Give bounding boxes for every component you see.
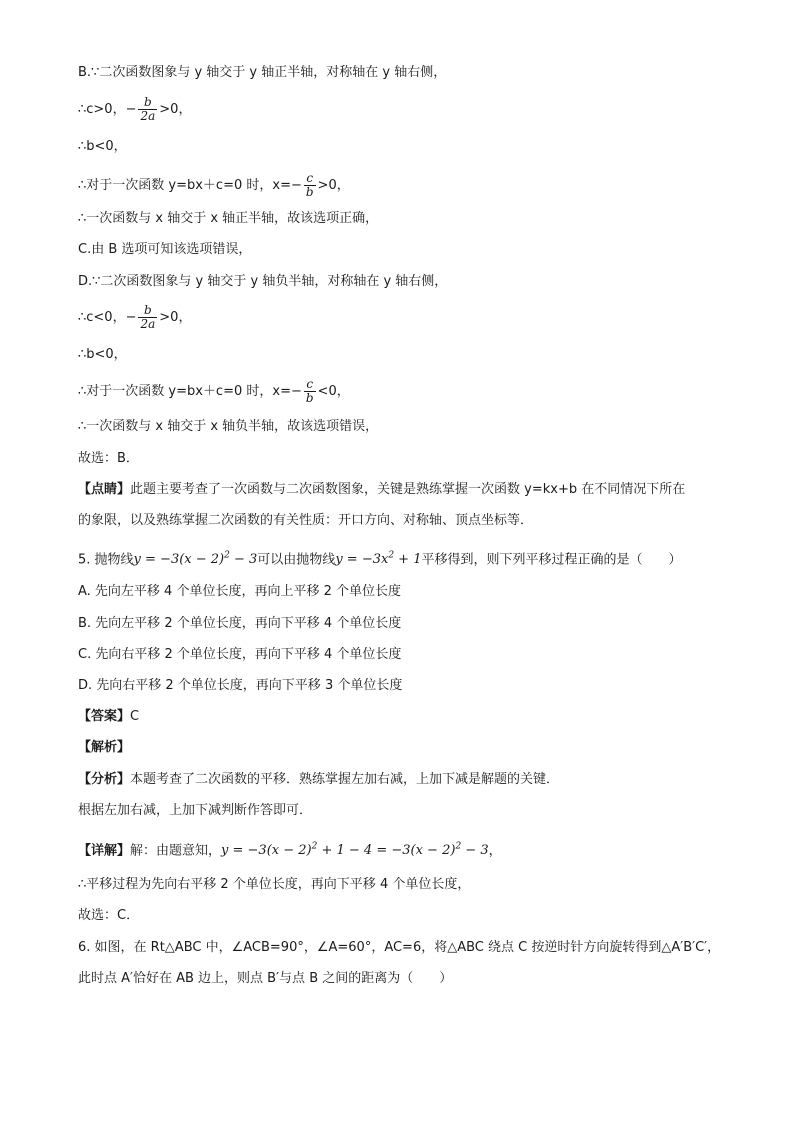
- math-part: y = −3x: [335, 552, 389, 568]
- text-line: 故选：B．: [78, 451, 139, 466]
- numerator: c: [306, 171, 314, 185]
- text-line: C.由 B 选项可知该选项错误，: [78, 242, 252, 257]
- option-b: B. 先向左平移 2 个单位长度，再向下平移 4 个单位长度: [78, 616, 402, 631]
- question-6-cont: 此时点 A′恰好在 AB 边上，则点 B′与点 B 之间的距离为（ ）: [78, 971, 453, 986]
- math-part: − 3: [229, 552, 258, 568]
- answer-value: C: [130, 709, 140, 724]
- fraction: [138, 96, 157, 123]
- question-6: 6. 如图，在 Rt△ABC 中，∠ACB=90°，∠A=60°，AC=6，将△ABC 绕点 C 按逆时针方向旋转得到△A′B′C′，: [78, 940, 721, 955]
- denominator: b: [305, 185, 314, 199]
- text-line: ∴b<0，: [78, 347, 127, 362]
- math-part: + 1: [394, 552, 422, 568]
- text-line: [78, 172, 350, 199]
- option-d: D. 先向右平移 2 个单位长度，再向下平移 3 个单位长度: [78, 678, 403, 693]
- math-part: − 3: [461, 843, 489, 859]
- text-line: [78, 481, 685, 499]
- text-span: >0，: [159, 102, 192, 117]
- text-span: >0，: [159, 310, 192, 325]
- option-a: A. 先向左平移 4 个单位长度，再向上平移 2 个单位长度: [78, 584, 402, 599]
- text-line: 故选：C．: [78, 908, 140, 923]
- math-expr: [221, 843, 489, 858]
- text-span: >0，: [317, 178, 350, 193]
- text-span: ∴对于一次函数 y=bx＋c=0 时，x=−: [78, 178, 302, 193]
- section-label: 【答案】: [78, 709, 131, 724]
- text-line: [78, 771, 559, 789]
- text-span: 此题主要考查了一次函数与二次函数图象，关键是熟练掌握一次函数 y=kx+b 在不同情况下所在: [130, 482, 686, 497]
- text-line: ∴一次函数与 x 轴交于 x 轴正半轴，故该选项正确，: [78, 211, 379, 226]
- denominator: b: [305, 391, 314, 405]
- text-line: 根据左加右减，上加下减判断作答即可．: [78, 803, 313, 818]
- text-span: 平移得到，则下列平移过程正确的是（ ）: [421, 552, 682, 568]
- math-part: + 1 − 4 = −3(x − 2): [317, 843, 456, 859]
- fraction: [304, 378, 316, 405]
- superscript: 2: [388, 551, 395, 561]
- math-expr: [335, 552, 421, 567]
- text-span: 本题考查了二次函数的平移．熟练掌握左加右减，上加下减是解题的关键．: [130, 772, 560, 787]
- text-span: 解：由题意知，: [130, 843, 222, 859]
- denominator: 2a: [140, 109, 156, 123]
- fraction: [138, 304, 157, 331]
- numerator: b: [144, 303, 152, 317]
- text-line: 的象限，以及熟练掌握二次函数的有关性质：开口方向、对称轴、顶点坐标等．: [78, 513, 534, 528]
- denominator: 2a: [140, 317, 156, 331]
- superscript: 2: [455, 842, 462, 852]
- text-line: B.∵二次函数图象与 y 轴交于 y 轴正半轴，对称轴在 y 轴右侧，: [78, 65, 447, 80]
- text-span: ∴对于一次函数 y=bx＋c=0 时，x=−: [78, 384, 302, 399]
- superscript: 2: [224, 551, 230, 561]
- answer-line: [78, 708, 139, 726]
- math-part: y = −3(x − 2): [133, 552, 225, 568]
- text-span: ，: [488, 843, 502, 859]
- text-line: ∴一次函数与 x 轴交于 x 轴负半轴，故该选项错误，: [78, 419, 379, 434]
- math-expr: [134, 552, 258, 567]
- text-line: [78, 378, 350, 405]
- text-span: ∴c>0，−: [78, 102, 137, 117]
- fraction: [304, 172, 316, 199]
- text-line: ∴b<0，: [78, 139, 127, 154]
- section-label: 【解析】: [78, 740, 131, 755]
- text-span: 可以由抛物线: [257, 552, 336, 568]
- math-part: y = −3(x − 2): [221, 843, 312, 859]
- text-line: [78, 304, 191, 331]
- text-span: 5. 抛物线: [78, 552, 134, 568]
- question-5: [78, 547, 682, 569]
- numerator: b: [144, 95, 152, 109]
- section-label: 【分析】: [78, 772, 131, 787]
- text-line: ∴平移过程为先向右平移 2 个单位长度，再向下平移 4 个单位长度，: [78, 877, 471, 892]
- option-c: C. 先向右平移 2 个单位长度，再向下平移 4 个单位长度: [78, 647, 402, 662]
- numerator: c: [306, 377, 314, 391]
- superscript: 2: [311, 842, 318, 852]
- section-label: 【详解】: [78, 843, 131, 859]
- text-line: D.∵二次函数图象与 y 轴交于 y 轴负半轴，对称轴在 y 轴右侧，: [78, 274, 448, 289]
- text-line: [78, 838, 502, 860]
- text-line: [78, 96, 191, 123]
- text-span: ∴c<0，−: [78, 310, 137, 325]
- section-label: 【点睛】: [78, 482, 131, 497]
- text-span: <0，: [317, 384, 350, 399]
